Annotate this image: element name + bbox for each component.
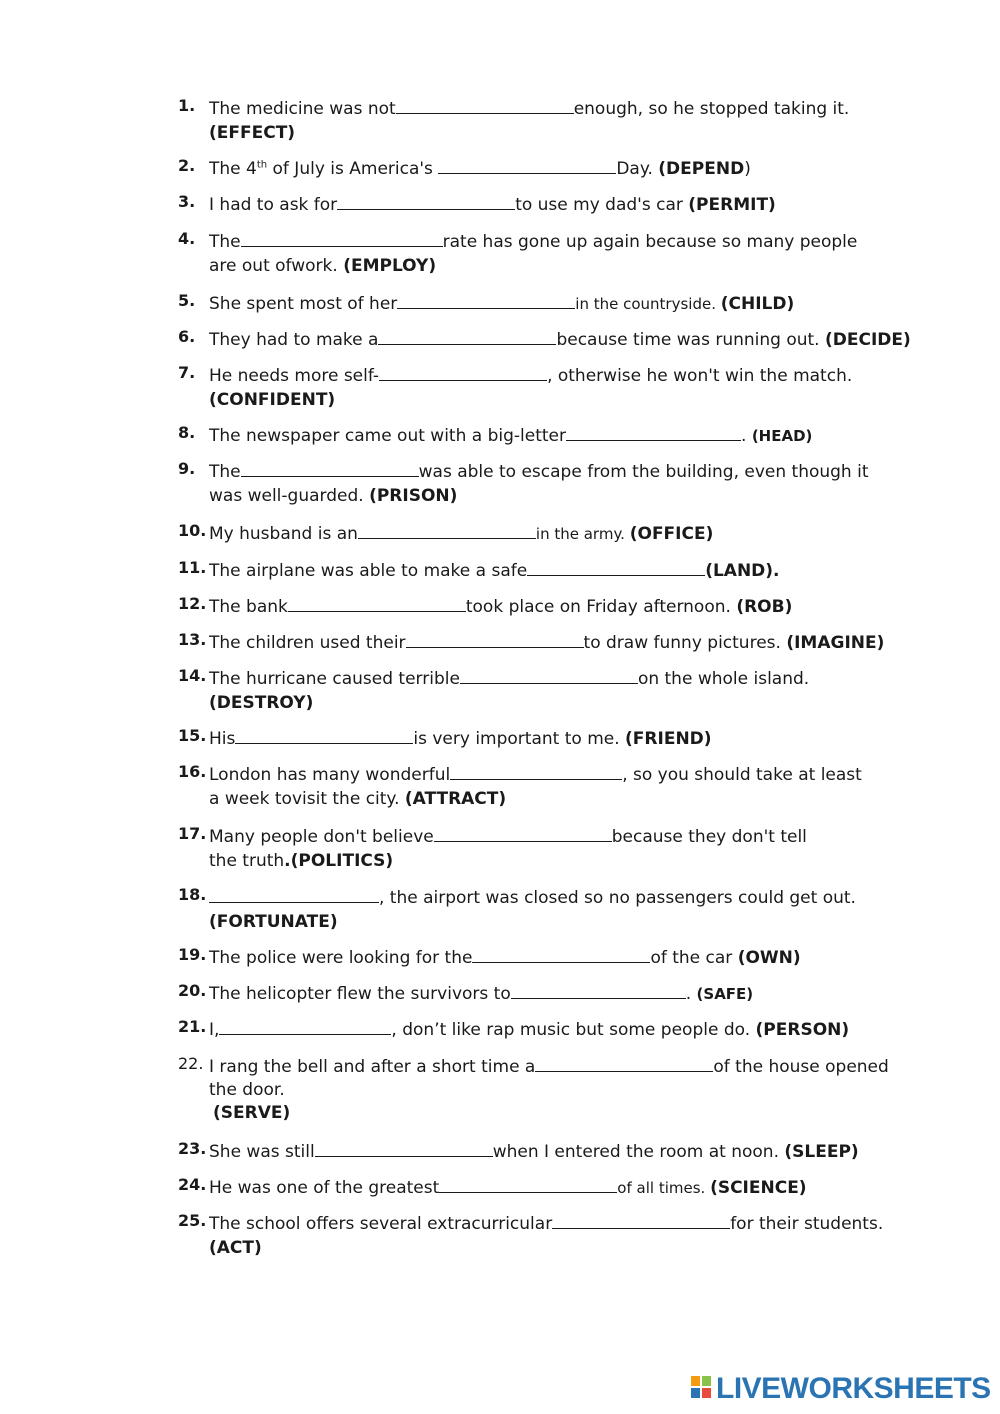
question-text: because time was running out. [556, 330, 825, 350]
question-number: 3. [178, 192, 196, 211]
question-number: 17. [178, 824, 207, 843]
keyword: (ACT) [209, 1238, 262, 1258]
keyword: (FORTUNATE) [209, 912, 338, 932]
answer-blank[interactable] [472, 943, 650, 963]
keyword: .(POLITICS) [284, 851, 394, 871]
answer-blank[interactable] [450, 760, 622, 780]
question-text: She spent most of her [209, 294, 398, 314]
logo-text: LIVEWORKSHEETS [716, 1372, 991, 1405]
answer-blank[interactable] [406, 628, 584, 648]
question-number: 11. [178, 558, 207, 577]
question-text: , so you should take at least [622, 765, 862, 785]
question-number: 8. [178, 423, 196, 442]
keyword: (DESTROY) [209, 693, 314, 713]
question-text: of July is America's [267, 159, 439, 179]
answer-blank[interactable] [358, 519, 536, 539]
question-text: to use my dad's car [515, 195, 689, 215]
question-text: I had to ask for [209, 195, 338, 215]
question-text: She was still [209, 1142, 315, 1162]
question-number: 22. [178, 1054, 204, 1073]
answer-blank[interactable] [219, 1015, 391, 1035]
question-number: 20. [178, 981, 207, 1000]
question-text: when I entered the room at noon. [492, 1142, 785, 1162]
answer-blank[interactable] [434, 822, 612, 842]
keyword: (PERSON) [755, 1020, 850, 1040]
answer-blank[interactable] [315, 1137, 493, 1157]
answer-blank[interactable] [378, 325, 556, 345]
question-text: He was one of the greatest [209, 1178, 440, 1198]
question-text: Many people don't believe [209, 827, 434, 847]
question-text: took place on Friday afternoon. [465, 597, 737, 617]
keyword: (CHILD) [720, 294, 795, 314]
answer-blank[interactable] [288, 592, 466, 612]
question-number: 18. [178, 885, 207, 904]
question-text: of the house opened [713, 1057, 889, 1077]
question-number: 15. [178, 726, 207, 745]
question-text: . [685, 984, 697, 1004]
keyword: (OFFICE) [629, 524, 714, 544]
question-number: 23. [178, 1139, 207, 1158]
question-text: His [209, 729, 236, 749]
question-text: The children used their [209, 633, 406, 653]
question-number: 9. [178, 459, 196, 478]
question-text: in the army. [535, 525, 630, 543]
question-text: on the whole island. [637, 669, 810, 689]
keyword: (FRIEND) [625, 729, 712, 749]
question-text: because they don't tell [611, 827, 807, 847]
answer-blank[interactable] [566, 421, 741, 441]
liveworksheets-logo [691, 1372, 991, 1406]
answer-blank[interactable] [460, 664, 638, 684]
keyword: (OWN) [737, 948, 801, 968]
keyword: (HEAD) [751, 427, 813, 445]
question-text: ) [744, 159, 751, 179]
question-text: in the countryside. [575, 295, 721, 313]
question-number: 12. [178, 594, 207, 613]
question-number: 5. [178, 291, 196, 310]
answer-blank[interactable] [535, 1052, 713, 1072]
question-number: 1. [178, 96, 196, 115]
keyword: (ROB) [736, 597, 793, 617]
answer-blank[interactable] [209, 883, 379, 903]
question-text: They had to make a [209, 330, 379, 350]
keyword: (SLEEP) [784, 1142, 859, 1162]
question-number: 25. [178, 1211, 207, 1230]
answer-blank[interactable] [241, 457, 419, 477]
question-text: , don’t like rap music but some people do. [391, 1020, 756, 1040]
question-number: 7. [178, 363, 196, 382]
question-number: 13. [178, 630, 207, 649]
answer-blank[interactable] [379, 361, 547, 381]
question-text: The hurricane caused terrible [209, 669, 460, 689]
question-text: for their students. [730, 1214, 884, 1234]
answer-blank[interactable] [241, 227, 443, 247]
question-text: a week tovisit the city. [209, 789, 405, 809]
question-text: The [209, 232, 241, 252]
answer-blank[interactable] [235, 724, 413, 744]
question-text: The 4 [209, 159, 257, 179]
keyword: (IMAGINE) [786, 633, 885, 653]
question-number: 6. [178, 327, 196, 346]
question-number: 10. [178, 521, 207, 540]
question-text: was able to escape from the building, even though it [418, 462, 869, 482]
keyword: (EMPLOY) [343, 256, 437, 276]
question-text: the door. [209, 1080, 285, 1100]
answer-blank[interactable] [337, 190, 515, 210]
question-number: 4. [178, 229, 196, 248]
answer-blank[interactable] [438, 154, 616, 174]
superscript: th [256, 159, 268, 171]
question-text: I rang the bell and after a short time a [209, 1057, 536, 1077]
keyword: (ATTRACT) [404, 789, 507, 809]
question-text: was well-guarded. [209, 486, 370, 506]
question-text: rate has gone up again because so many people [442, 232, 858, 252]
question-text: I, [209, 1020, 220, 1040]
question-number: 14. [178, 666, 207, 685]
question-text: The police were looking for the [209, 948, 473, 968]
question-text: of the car [650, 948, 738, 968]
answer-blank[interactable] [396, 94, 574, 114]
question-text: is very important to me. [413, 729, 626, 749]
question-number: 24. [178, 1175, 207, 1194]
keyword: (LAND). [705, 561, 780, 581]
question-text: The medicine was not [209, 99, 396, 119]
keyword: (PRISON) [369, 486, 458, 506]
keyword: (SERVE) [213, 1103, 291, 1123]
question-text: The helicopter flew the survivors to [209, 984, 511, 1004]
answer-blank[interactable] [511, 979, 686, 999]
answer-blank[interactable] [552, 1209, 730, 1229]
logo-mark-icon [691, 1376, 713, 1402]
question-text: are out ofwork. [209, 256, 344, 276]
keyword: (DEPEND [658, 159, 745, 179]
question-text: , otherwise he won't win the match. [547, 366, 853, 386]
question-text: The school offers several extracurricular [209, 1214, 553, 1234]
question-number: 16. [178, 762, 207, 781]
question-text: the truth [209, 851, 285, 871]
question-text: The newspaper came out with a big-letter [209, 426, 566, 446]
question-number: 21. [178, 1017, 207, 1036]
keyword: (CONFIDENT) [209, 390, 336, 410]
question-number: 2. [178, 156, 196, 175]
question-text: London has many wonderful [209, 765, 451, 785]
question-text: enough, so he stopped taking it. [573, 99, 850, 119]
answer-blank[interactable] [527, 556, 705, 576]
keyword: (EFFECT) [209, 123, 296, 143]
keyword: (DECIDE) [825, 330, 911, 350]
question-text: , the airport was closed so no passengers could get out. [379, 888, 856, 908]
keyword: (PERMIT) [688, 195, 776, 215]
answer-blank[interactable] [439, 1173, 617, 1193]
question-text: My husband is an [209, 524, 358, 544]
keyword: (SCIENCE) [710, 1178, 807, 1198]
question-text: The bank [209, 597, 288, 617]
keyword: (SAFE) [696, 985, 754, 1003]
question-text: The airplane was able to make a safe [209, 561, 528, 581]
answer-blank[interactable] [397, 289, 575, 309]
question-text: to draw funny pictures. [583, 633, 787, 653]
question-text: of all times. [617, 1179, 711, 1197]
question-text: He needs more self- [209, 366, 380, 386]
question-text: The [209, 462, 241, 482]
question-text: . [741, 426, 752, 446]
question-number: 19. [178, 945, 207, 964]
question-text: Day. [616, 159, 659, 179]
